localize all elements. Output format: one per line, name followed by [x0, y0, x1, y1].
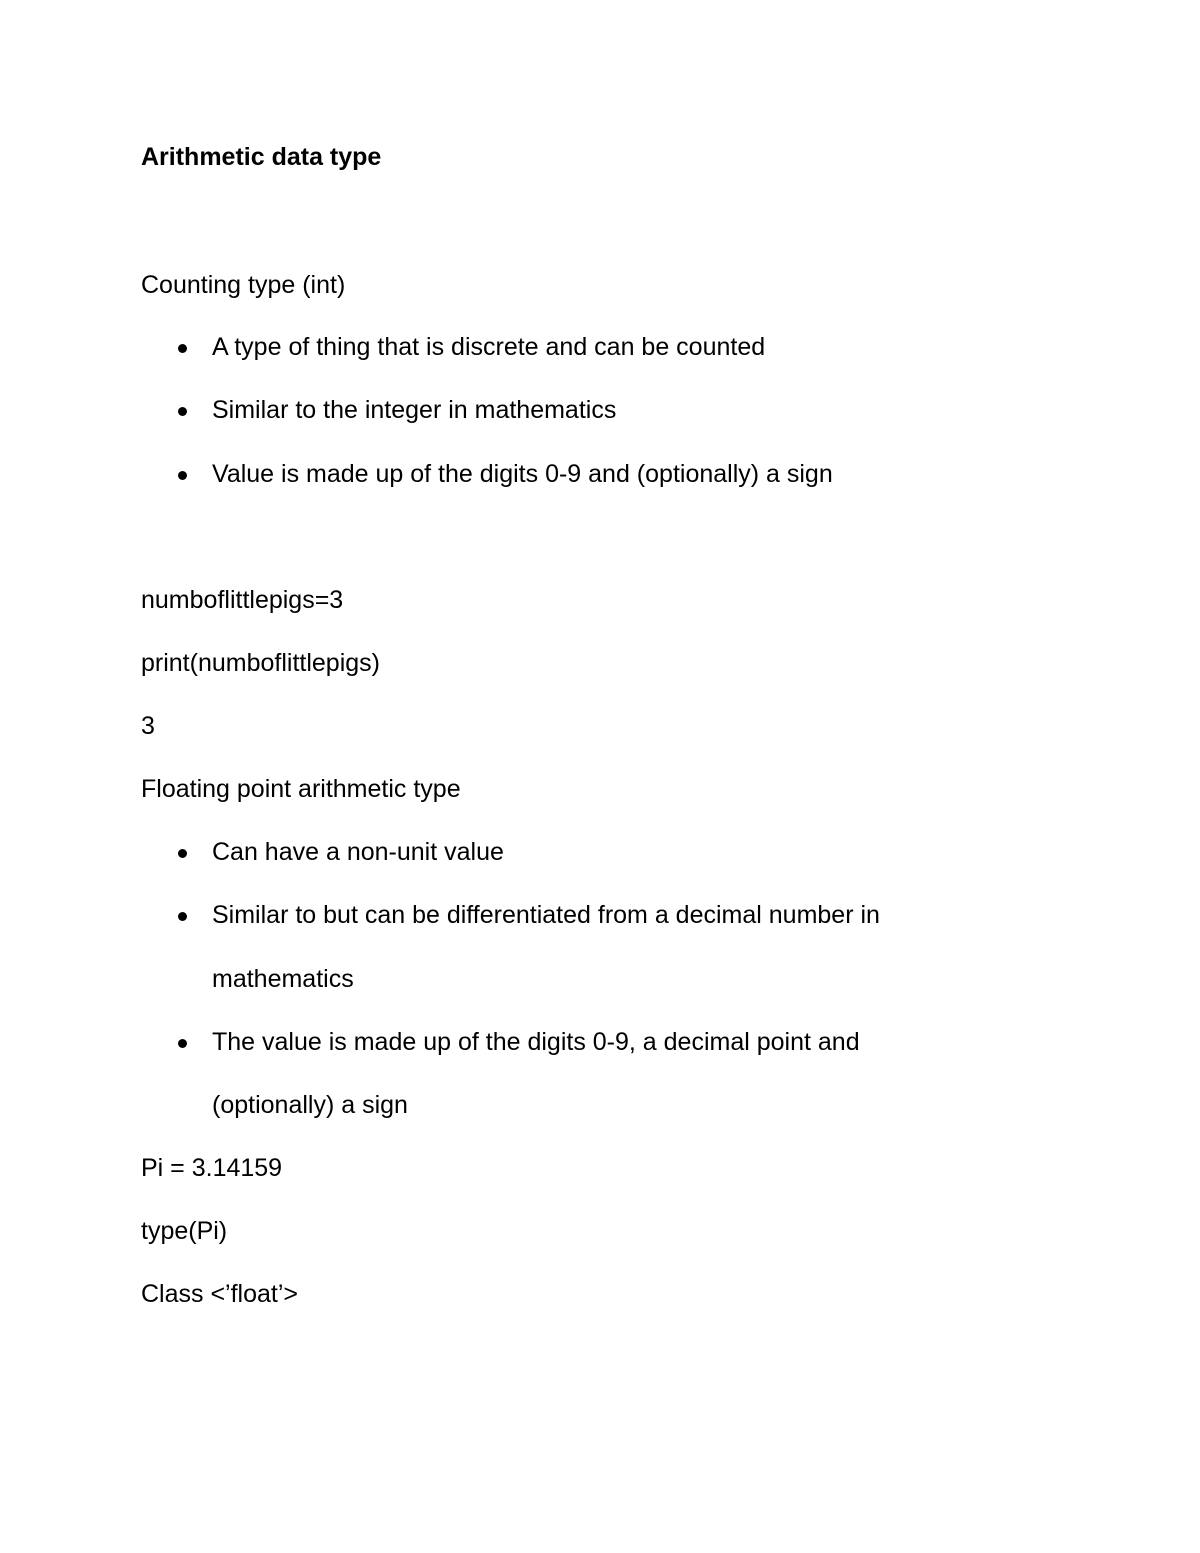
float-bullet-non-unit: Can have a non-unit value: [212, 838, 504, 866]
float-bullet-decimal: Similar to but can be differentiated from a decimal number in: [212, 901, 880, 929]
bullet-point-icon: [178, 344, 187, 353]
float-code-type-call: type(Pi): [141, 1217, 228, 1245]
float-code-output: Class <’float’>: [141, 1280, 299, 1308]
float-bullet-decimal-continued: mathematics: [212, 965, 354, 993]
document-title: Arithmetic data type: [141, 143, 382, 171]
bullet-point-icon: [178, 912, 187, 921]
float-bullet-digits-continued: (optionally) a sign: [212, 1091, 408, 1119]
bullet-point-icon: [178, 407, 187, 416]
int-code-assignment: numboflittlepigs=3: [141, 586, 344, 614]
bullet-point-icon: [178, 849, 187, 858]
float-section-heading: Floating point arithmetic type: [141, 775, 461, 803]
bullet-point-icon: [178, 471, 187, 480]
bullet-point-icon: [178, 1039, 187, 1048]
int-section-heading: Counting type (int): [141, 271, 346, 299]
float-bullet-digits: The value is made up of the digits 0-9, a decimal point and: [212, 1028, 860, 1056]
int-bullet-discrete: A type of thing that is discrete and can be counted: [212, 333, 766, 361]
int-bullet-integer: Similar to the integer in mathematics: [212, 396, 617, 424]
float-code-assignment: Pi = 3.14159: [141, 1154, 283, 1182]
int-bullet-digits: Value is made up of the digits 0-9 and (optionally) a sign: [212, 460, 833, 488]
int-code-output: 3: [141, 712, 155, 740]
int-code-print: print(numboflittlepigs): [141, 649, 380, 677]
